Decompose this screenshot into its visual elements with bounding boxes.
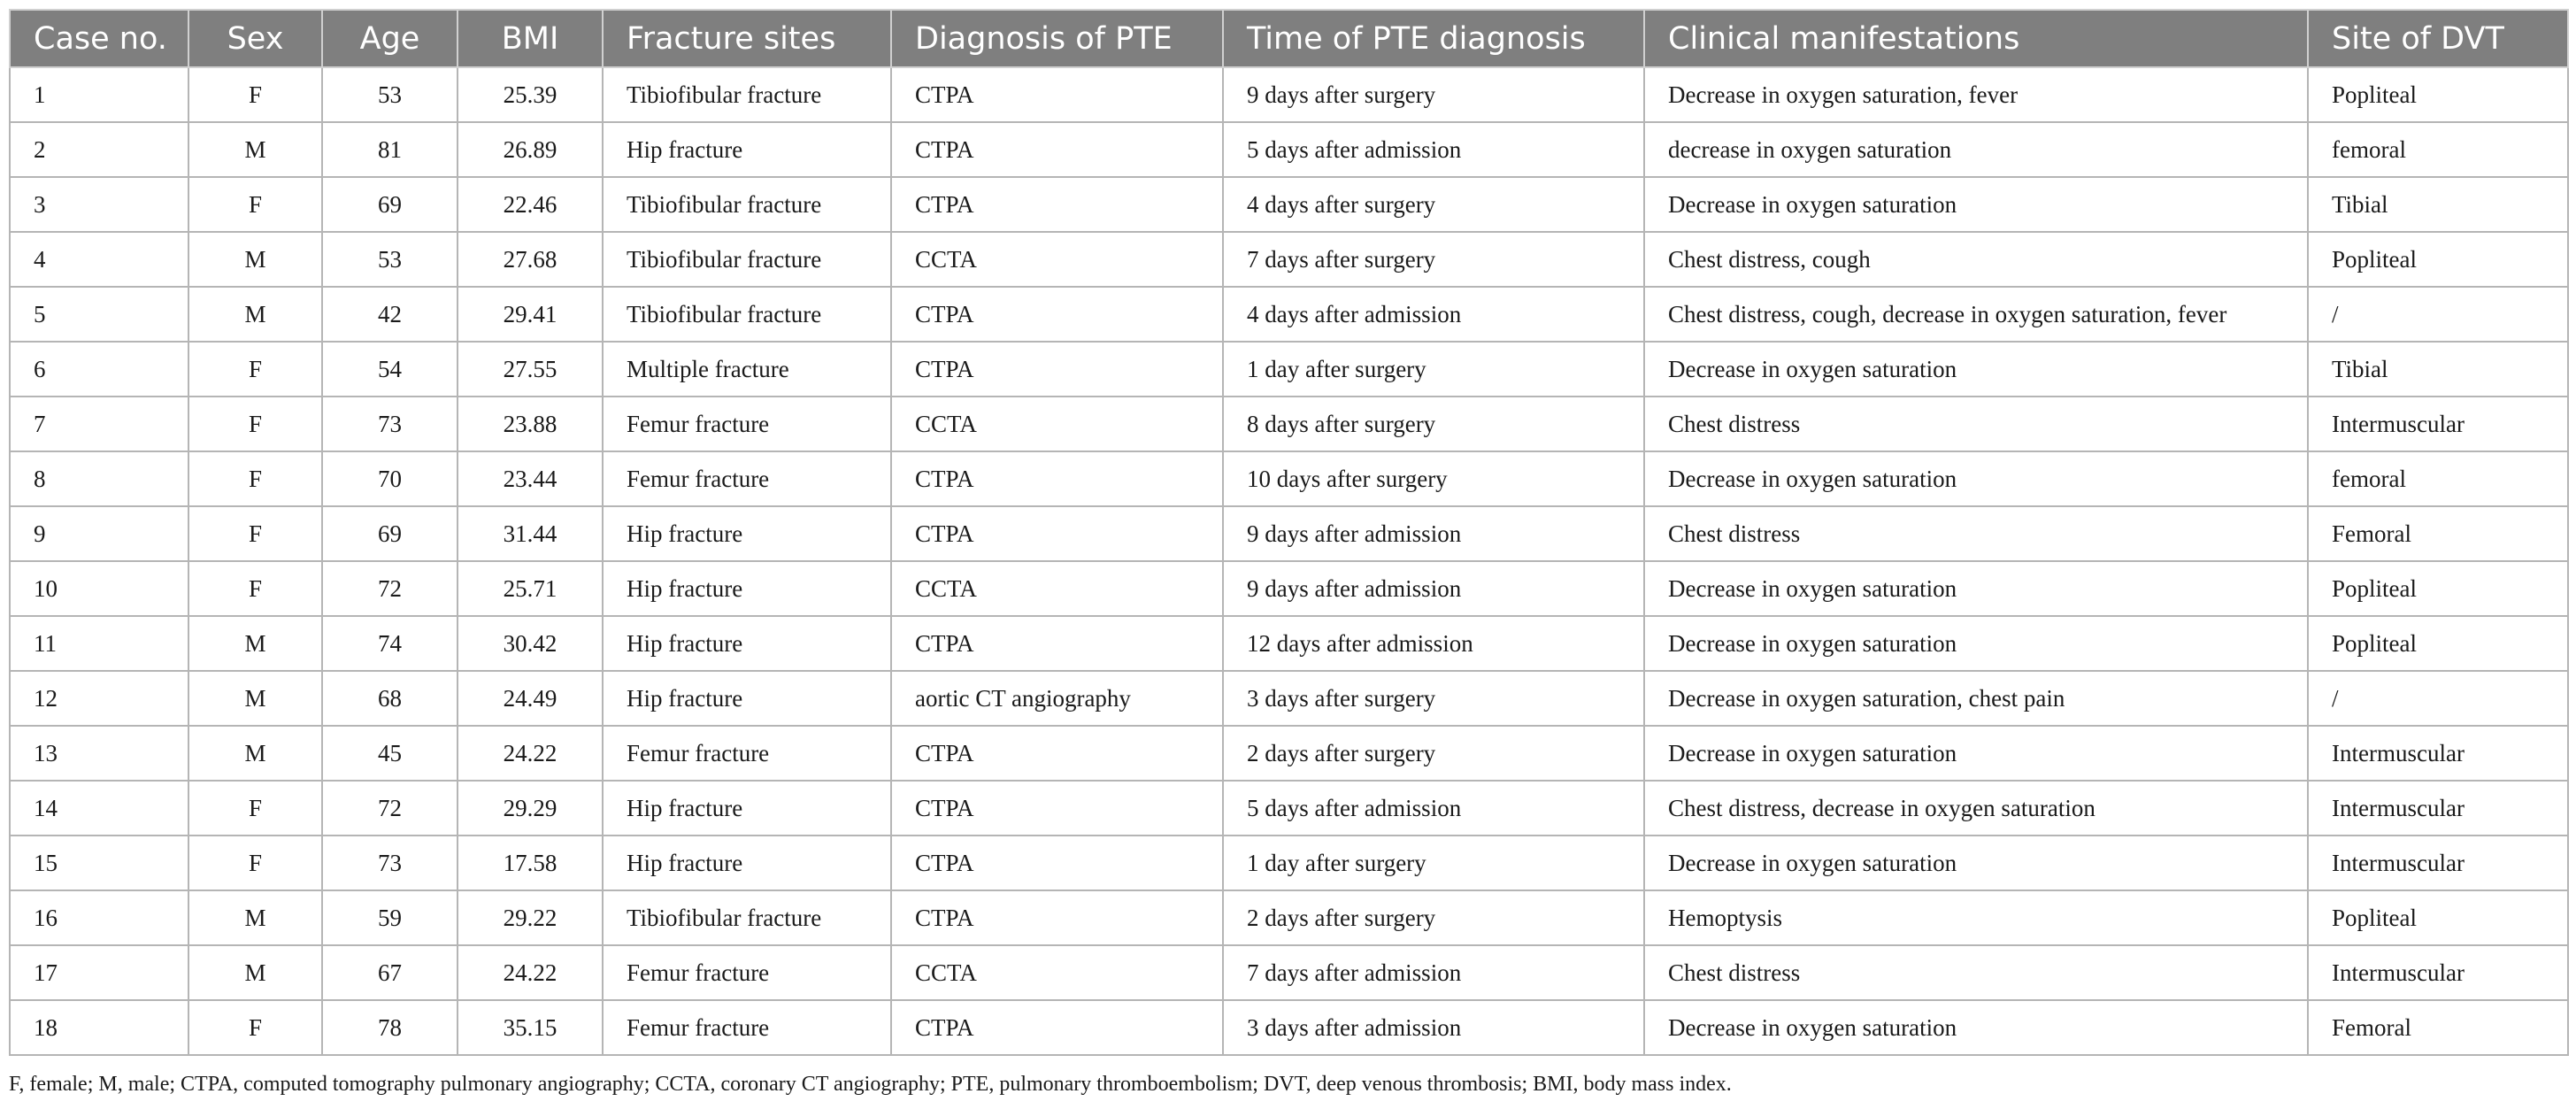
cell-bmi: 24.22 bbox=[458, 726, 603, 781]
cell-diagnosis: CTPA bbox=[891, 67, 1223, 122]
cell-sex: F bbox=[188, 342, 322, 397]
header-time-of-diagnosis: Time of PTE diagnosis bbox=[1223, 10, 1644, 67]
cell-fracture-sites: Tibiofibular fracture bbox=[603, 890, 891, 945]
cell-site-of-dvt: Popliteal bbox=[2308, 232, 2568, 287]
cell-time-of-diagnosis: 8 days after surgery bbox=[1223, 397, 1644, 451]
cell-clinical-manifestations: Chest distress bbox=[1644, 506, 2308, 561]
cell-fracture-sites: Femur fracture bbox=[603, 726, 891, 781]
cell-time-of-diagnosis: 1 day after surgery bbox=[1223, 836, 1644, 890]
cell-age: 53 bbox=[322, 67, 458, 122]
cell-site-of-dvt: Tibial bbox=[2308, 177, 2568, 232]
cell-age: 54 bbox=[322, 342, 458, 397]
cell-diagnosis: CCTA bbox=[891, 397, 1223, 451]
cell-diagnosis: CTPA bbox=[891, 890, 1223, 945]
cell-fracture-sites: Hip fracture bbox=[603, 671, 891, 726]
pte-cases-table bbox=[9, 9, 2569, 1056]
cell-case-no: 16 bbox=[10, 890, 188, 945]
cell-clinical-manifestations: Chest distress bbox=[1644, 945, 2308, 1000]
cell-age: 68 bbox=[322, 671, 458, 726]
cell-clinical-manifestations: decrease in oxygen saturation bbox=[1644, 122, 2308, 177]
cell-time-of-diagnosis: 5 days after admission bbox=[1223, 122, 1644, 177]
cell-case-no: 13 bbox=[10, 726, 188, 781]
cell-clinical-manifestations: Decrease in oxygen saturation bbox=[1644, 836, 2308, 890]
table-row bbox=[10, 1000, 2568, 1055]
cell-age: 73 bbox=[322, 397, 458, 451]
cell-time-of-diagnosis: 10 days after surgery bbox=[1223, 451, 1644, 506]
cell-time-of-diagnosis: 3 days after surgery bbox=[1223, 671, 1644, 726]
cell-time-of-diagnosis: 7 days after surgery bbox=[1223, 232, 1644, 287]
cell-sex: F bbox=[188, 397, 322, 451]
cell-case-no: 15 bbox=[10, 836, 188, 890]
cell-case-no: 7 bbox=[10, 397, 188, 451]
table-row bbox=[10, 836, 2568, 890]
table-row bbox=[10, 781, 2568, 836]
header-site-of-dvt: Site of DVT bbox=[2308, 10, 2568, 67]
cell-time-of-diagnosis: 12 days after admission bbox=[1223, 616, 1644, 671]
cell-bmi: 17.58 bbox=[458, 836, 603, 890]
cell-bmi: 29.41 bbox=[458, 287, 603, 342]
cell-clinical-manifestations: Decrease in oxygen saturation bbox=[1644, 342, 2308, 397]
cell-site-of-dvt: Popliteal bbox=[2308, 67, 2568, 122]
cell-fracture-sites: Multiple fracture bbox=[603, 342, 891, 397]
cell-age: 81 bbox=[322, 122, 458, 177]
cell-sex: M bbox=[188, 726, 322, 781]
cell-site-of-dvt: / bbox=[2308, 287, 2568, 342]
cell-diagnosis: CTPA bbox=[891, 177, 1223, 232]
cell-sex: F bbox=[188, 67, 322, 122]
table-row bbox=[10, 397, 2568, 451]
header-fracture-sites: Fracture sites bbox=[603, 10, 891, 67]
cell-site-of-dvt: Intermuscular bbox=[2308, 397, 2568, 451]
cell-site-of-dvt: Popliteal bbox=[2308, 561, 2568, 616]
cell-diagnosis: CCTA bbox=[891, 945, 1223, 1000]
cell-fracture-sites: Hip fracture bbox=[603, 836, 891, 890]
cell-fracture-sites: Hip fracture bbox=[603, 561, 891, 616]
cell-sex: M bbox=[188, 945, 322, 1000]
cell-age: 74 bbox=[322, 616, 458, 671]
cell-clinical-manifestations: Decrease in oxygen saturation bbox=[1644, 616, 2308, 671]
cell-fracture-sites: Hip fracture bbox=[603, 122, 891, 177]
cell-case-no: 9 bbox=[10, 506, 188, 561]
table-row bbox=[10, 945, 2568, 1000]
table-row bbox=[10, 177, 2568, 232]
cell-case-no: 5 bbox=[10, 287, 188, 342]
table-row bbox=[10, 232, 2568, 287]
cell-bmi: 24.22 bbox=[458, 945, 603, 1000]
cell-fracture-sites: Hip fracture bbox=[603, 506, 891, 561]
table-row bbox=[10, 561, 2568, 616]
cell-age: 45 bbox=[322, 726, 458, 781]
cell-diagnosis: CTPA bbox=[891, 616, 1223, 671]
cell-sex: F bbox=[188, 781, 322, 836]
cell-bmi: 30.42 bbox=[458, 616, 603, 671]
cell-age: 59 bbox=[322, 890, 458, 945]
cell-sex: F bbox=[188, 177, 322, 232]
cell-sex: M bbox=[188, 122, 322, 177]
table-row bbox=[10, 890, 2568, 945]
header-bmi: BMI bbox=[458, 10, 603, 67]
cell-fracture-sites: Tibiofibular fracture bbox=[603, 67, 891, 122]
cell-site-of-dvt: Intermuscular bbox=[2308, 836, 2568, 890]
cell-time-of-diagnosis: 9 days after surgery bbox=[1223, 67, 1644, 122]
table-row bbox=[10, 342, 2568, 397]
cell-fracture-sites: Femur fracture bbox=[603, 1000, 891, 1055]
table-row bbox=[10, 671, 2568, 726]
cell-case-no: 1 bbox=[10, 67, 188, 122]
cell-site-of-dvt: Intermuscular bbox=[2308, 945, 2568, 1000]
header-age: Age bbox=[322, 10, 458, 67]
cell-site-of-dvt: Intermuscular bbox=[2308, 726, 2568, 781]
cell-age: 70 bbox=[322, 451, 458, 506]
header-diagnosis: Diagnosis of PTE bbox=[891, 10, 1223, 67]
table-row bbox=[10, 287, 2568, 342]
cell-fracture-sites: Hip fracture bbox=[603, 616, 891, 671]
cell-sex: F bbox=[188, 506, 322, 561]
cell-diagnosis: CTPA bbox=[891, 451, 1223, 506]
cell-clinical-manifestations: Decrease in oxygen saturation bbox=[1644, 451, 2308, 506]
table-body bbox=[10, 67, 2568, 1055]
cell-clinical-manifestations: Chest distress, decrease in oxygen saturation bbox=[1644, 781, 2308, 836]
cell-time-of-diagnosis: 2 days after surgery bbox=[1223, 726, 1644, 781]
cell-age: 73 bbox=[322, 836, 458, 890]
cell-case-no: 10 bbox=[10, 561, 188, 616]
cell-sex: M bbox=[188, 671, 322, 726]
cell-bmi: 25.39 bbox=[458, 67, 603, 122]
cell-clinical-manifestations: Chest distress bbox=[1644, 397, 2308, 451]
cell-clinical-manifestations: Decrease in oxygen saturation bbox=[1644, 1000, 2308, 1055]
cell-case-no: 11 bbox=[10, 616, 188, 671]
cell-case-no: 17 bbox=[10, 945, 188, 1000]
cell-diagnosis: CTPA bbox=[891, 287, 1223, 342]
cell-time-of-diagnosis: 9 days after admission bbox=[1223, 561, 1644, 616]
cell-fracture-sites: Femur fracture bbox=[603, 397, 891, 451]
header-clinical-manifestations: Clinical manifestations bbox=[1644, 10, 2308, 67]
cell-clinical-manifestations: Decrease in oxygen saturation, fever bbox=[1644, 67, 2308, 122]
cell-bmi: 29.29 bbox=[458, 781, 603, 836]
cell-sex: F bbox=[188, 836, 322, 890]
cell-age: 53 bbox=[322, 232, 458, 287]
cell-diagnosis: CTPA bbox=[891, 836, 1223, 890]
cell-site-of-dvt: femoral bbox=[2308, 122, 2568, 177]
cell-sex: M bbox=[188, 890, 322, 945]
cell-site-of-dvt: Femoral bbox=[2308, 1000, 2568, 1055]
cell-time-of-diagnosis: 5 days after admission bbox=[1223, 781, 1644, 836]
cell-diagnosis: CTPA bbox=[891, 781, 1223, 836]
cell-fracture-sites: Tibiofibular fracture bbox=[603, 232, 891, 287]
cell-case-no: 14 bbox=[10, 781, 188, 836]
cell-site-of-dvt: Popliteal bbox=[2308, 616, 2568, 671]
cell-clinical-manifestations: Decrease in oxygen saturation bbox=[1644, 561, 2308, 616]
cell-clinical-manifestations: Hemoptysis bbox=[1644, 890, 2308, 945]
cell-diagnosis: CTPA bbox=[891, 342, 1223, 397]
table-row bbox=[10, 726, 2568, 781]
cell-clinical-manifestations: Decrease in oxygen saturation, chest pain bbox=[1644, 671, 2308, 726]
header-row bbox=[10, 10, 2568, 67]
table-row bbox=[10, 451, 2568, 506]
cell-site-of-dvt: Femoral bbox=[2308, 506, 2568, 561]
cell-bmi: 23.44 bbox=[458, 451, 603, 506]
cell-age: 72 bbox=[322, 561, 458, 616]
cell-clinical-manifestations: Chest distress, cough, decrease in oxygen saturation, fever bbox=[1644, 287, 2308, 342]
table-row bbox=[10, 506, 2568, 561]
header-case-no: Case no. bbox=[10, 10, 188, 67]
cell-bmi: 27.68 bbox=[458, 232, 603, 287]
cell-diagnosis: CTPA bbox=[891, 122, 1223, 177]
cell-sex: M bbox=[188, 616, 322, 671]
cell-fracture-sites: Hip fracture bbox=[603, 781, 891, 836]
cell-bmi: 22.46 bbox=[458, 177, 603, 232]
cell-case-no: 6 bbox=[10, 342, 188, 397]
cell-diagnosis: CTPA bbox=[891, 506, 1223, 561]
table-row bbox=[10, 67, 2568, 122]
cell-bmi: 35.15 bbox=[458, 1000, 603, 1055]
cell-bmi: 24.49 bbox=[458, 671, 603, 726]
table-header bbox=[10, 10, 2568, 67]
cell-time-of-diagnosis: 1 day after surgery bbox=[1223, 342, 1644, 397]
cell-diagnosis: CCTA bbox=[891, 232, 1223, 287]
header-sex: Sex bbox=[188, 10, 322, 67]
cell-clinical-manifestations: Decrease in oxygen saturation bbox=[1644, 726, 2308, 781]
cell-time-of-diagnosis: 3 days after admission bbox=[1223, 1000, 1644, 1055]
data-table-container bbox=[9, 9, 2567, 1056]
cell-sex: M bbox=[188, 232, 322, 287]
cell-site-of-dvt: Popliteal bbox=[2308, 890, 2568, 945]
cell-time-of-diagnosis: 9 days after admission bbox=[1223, 506, 1644, 561]
cell-bmi: 31.44 bbox=[458, 506, 603, 561]
cell-site-of-dvt: Intermuscular bbox=[2308, 781, 2568, 836]
cell-age: 69 bbox=[322, 177, 458, 232]
cell-time-of-diagnosis: 7 days after admission bbox=[1223, 945, 1644, 1000]
cell-bmi: 25.71 bbox=[458, 561, 603, 616]
cell-case-no: 12 bbox=[10, 671, 188, 726]
cell-bmi: 27.55 bbox=[458, 342, 603, 397]
cell-time-of-diagnosis: 4 days after admission bbox=[1223, 287, 1644, 342]
cell-fracture-sites: Femur fracture bbox=[603, 945, 891, 1000]
cell-age: 67 bbox=[322, 945, 458, 1000]
cell-site-of-dvt: femoral bbox=[2308, 451, 2568, 506]
cell-diagnosis: CTPA bbox=[891, 1000, 1223, 1055]
cell-age: 69 bbox=[322, 506, 458, 561]
cell-clinical-manifestations: Chest distress, cough bbox=[1644, 232, 2308, 287]
cell-site-of-dvt: / bbox=[2308, 671, 2568, 726]
table-footnote: F, female; M, male; CTPA, computed tomography pulmonary angiography; CCTA, coronary CT angiography; PTE, pulmonary thromboembolism; DVT, deep venous thrombosis; BMI, body mass index. bbox=[9, 1073, 1732, 1096]
cell-bmi: 29.22 bbox=[458, 890, 603, 945]
cell-sex: F bbox=[188, 1000, 322, 1055]
cell-sex: M bbox=[188, 287, 322, 342]
cell-sex: F bbox=[188, 451, 322, 506]
cell-fracture-sites: Tibiofibular fracture bbox=[603, 287, 891, 342]
cell-case-no: 4 bbox=[10, 232, 188, 287]
cell-bmi: 26.89 bbox=[458, 122, 603, 177]
cell-clinical-manifestations: Decrease in oxygen saturation bbox=[1644, 177, 2308, 232]
cell-site-of-dvt: Tibial bbox=[2308, 342, 2568, 397]
cell-case-no: 3 bbox=[10, 177, 188, 232]
cell-sex: F bbox=[188, 561, 322, 616]
cell-fracture-sites: Femur fracture bbox=[603, 451, 891, 506]
cell-diagnosis: CTPA bbox=[891, 726, 1223, 781]
table-row bbox=[10, 616, 2568, 671]
table-row bbox=[10, 122, 2568, 177]
cell-case-no: 18 bbox=[10, 1000, 188, 1055]
cell-fracture-sites: Tibiofibular fracture bbox=[603, 177, 891, 232]
cell-case-no: 8 bbox=[10, 451, 188, 506]
cell-time-of-diagnosis: 2 days after surgery bbox=[1223, 890, 1644, 945]
cell-age: 42 bbox=[322, 287, 458, 342]
cell-bmi: 23.88 bbox=[458, 397, 603, 451]
cell-diagnosis: CCTA bbox=[891, 561, 1223, 616]
cell-diagnosis: aortic CT angiography bbox=[891, 671, 1223, 726]
cell-age: 72 bbox=[322, 781, 458, 836]
cell-case-no: 2 bbox=[10, 122, 188, 177]
cell-age: 78 bbox=[322, 1000, 458, 1055]
cell-time-of-diagnosis: 4 days after surgery bbox=[1223, 177, 1644, 232]
